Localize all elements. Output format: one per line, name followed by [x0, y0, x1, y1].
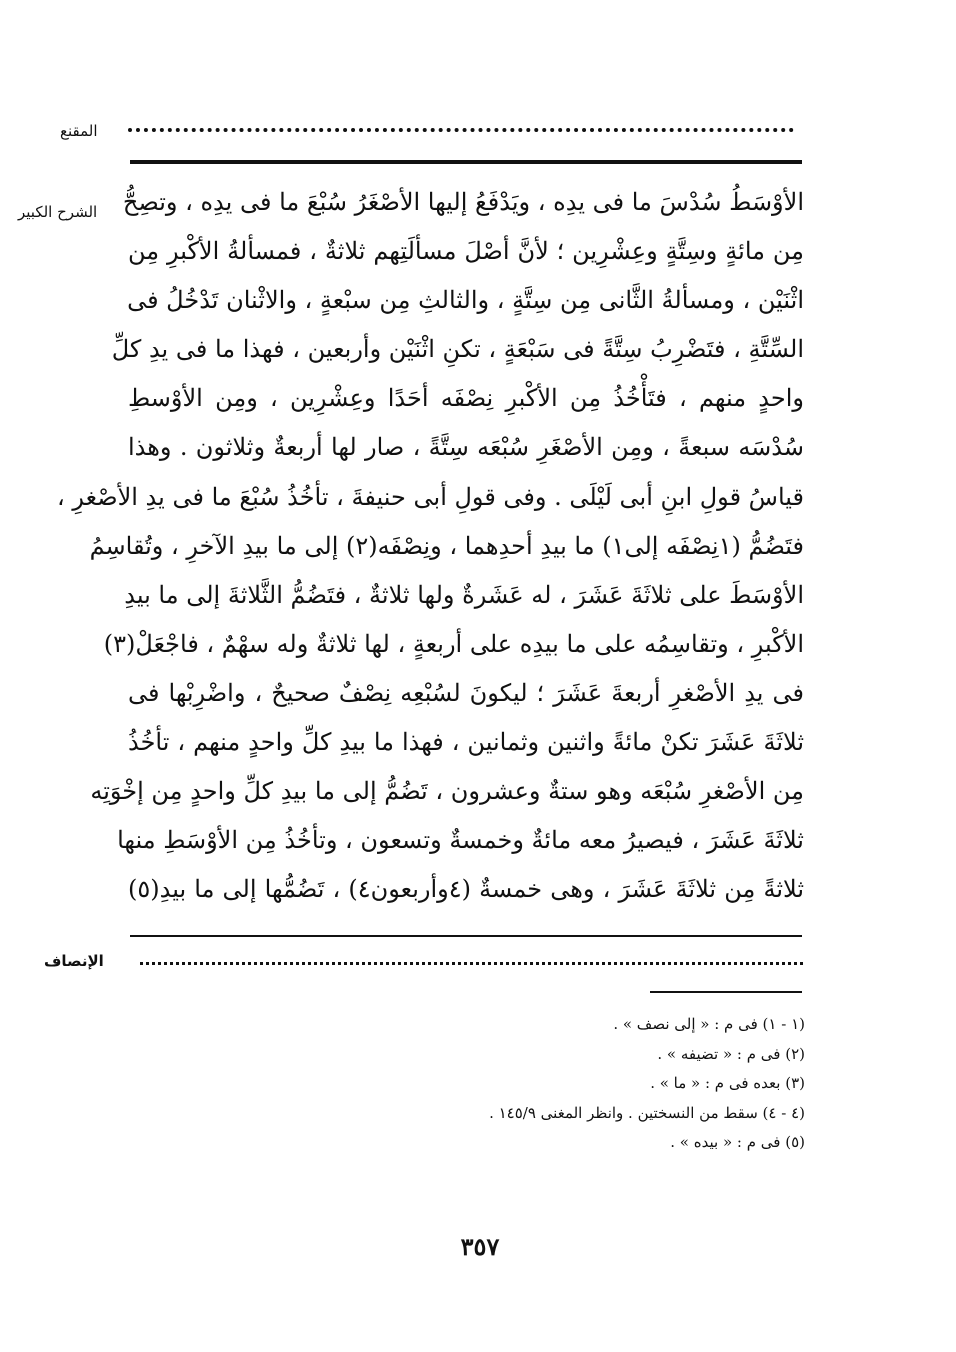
dotted-rule-top	[128, 128, 794, 132]
footnote: (٢) فى م : « تضيفه » .	[657, 1044, 805, 1063]
text-line: اثْنَيْن ، ومسألةُ الثَّانى مِن سِتَّةٍ ، والثالثِ مِن سبْعةٍ ، والاثْنان تَدْخُلُ فى	[127, 286, 804, 315]
footnote: (٣) بعده فى م : « ما » .	[650, 1074, 805, 1092]
book-title-label: المقنع	[60, 122, 98, 140]
footnotes	[300, 1010, 805, 1158]
text-line: مِن مائةٍ وسِتَّةٍ وعِشْرِين ؛ لأنَّ أصْلَ مسألَتِهم ثلاثةٌ ، فمسألةُ الأكْبرِ مِن	[128, 237, 804, 266]
dotted-rule-insaf	[140, 962, 803, 965]
footnote: (١ - ١) فى م : « إلى نصف » .	[613, 1015, 805, 1033]
text-line: ثلاثَةَ عَشَرَ ، فيصيرُ معه مائةٌ وخمسةٌ وتسعون ، وتأخُذُ مِن الأوْسَطِ منها	[117, 826, 804, 855]
text-line: فى يدِ الأصْغرِ أربعةَ عَشَرَ ؛ ليكونَ لسُبْعِه نِصْفٌ صحيحٌ ، واضْرِبْها فى	[128, 678, 804, 707]
insaf-label: الإنصاف	[44, 952, 104, 970]
text-line: السِّتَّةِ ، فتَضْرِبُ سِتَّةً فى سَبْعَةٍ ، تكنِ اثْنَيْن وأربعين ، فهذا ما فى يدِ كلِّ	[111, 335, 804, 364]
section-divider	[130, 935, 802, 937]
text-line: الأوْسَطُ سُدْسَ ما فى يدِه ، ويَدْفَعُ إليها الأصْغَرُ سُبْعَ ما فى يدِه ، وتصِحُّ	[122, 188, 804, 216]
text-line: ثلاثةً مِن ثلاثَةَ عَشَرَ ، وهى خمسةٌ (٤وأربعون٤) ، تَضُمُّها إلى ما بيدِ(٥)	[128, 875, 804, 904]
text-line: سُدْسَه سبعةً ، ومِن الأصْغَرِ سُبْعَه سِتَّةً ، صار لها أربعةٌ وثلاثون . وهذا	[128, 433, 804, 462]
text-line: الأوْسَطَ على ثلاثَةَ عَشَرَ ، له عَشَرةٌ ولها ثلاثةٌ ، فتَضُمُّ الثَّلاثةَ إلى ما بيدِ	[124, 580, 804, 609]
footnote-separator	[650, 991, 802, 993]
text-line: الأكْبرِ ، وتقاسِمُه على ما بيدِه على أربعةٍ ، لها ثلاثةٌ وله سهْمٌ ، فاجْعَلْ(٣)	[103, 629, 804, 658]
footnote: (٤ - ٤) سقط من النسختين . وانظر المغنى ١٤٥/٩ .	[489, 1103, 805, 1122]
text-line: فتَضُمُّ (١نِصْفَه إلى١) ما بيدِ أحدِهما ، ونِصْفَه(٢) إلى ما بيدِ الآخرِ ، وتُقاسِمُ	[89, 531, 804, 560]
text-line: مِن الأصْغرِ سُبْعَه وهو ستةٌ وعشرون ، تَضُمُّ إلى ما بيدِ كلِّ واحدٍ مِن إخْوَتِه	[90, 777, 804, 806]
header-thick-rule	[130, 160, 802, 164]
page-number: ٣٥٧	[460, 1232, 500, 1261]
text-line: قياسُ قولِ ابنِ أبى لَيْلَى . وفى قولِ أبى حنيفةَ ، تأخُذُ سُبْعَ ما فى يدِ الأصْغرِ ،	[57, 482, 804, 511]
text-line: ثلاثَةَ عَشَرَ تكنْ مائةً واثنين وثمانين ، فهذا ما بيدِ كلِّ واحدٍ منهم ، تأخُذُ	[128, 728, 804, 757]
text-line: واحدٍ منهم ، فتَأْخُذُ مِن الأكْبرِ نِصْفَه أحَدًا وعِشْرِين ، ومِن الأوْسطِ	[128, 384, 804, 413]
commentary-label: الشرح الكبير	[18, 203, 98, 221]
footnote: (٥) فى م : « بيده » .	[670, 1133, 805, 1151]
